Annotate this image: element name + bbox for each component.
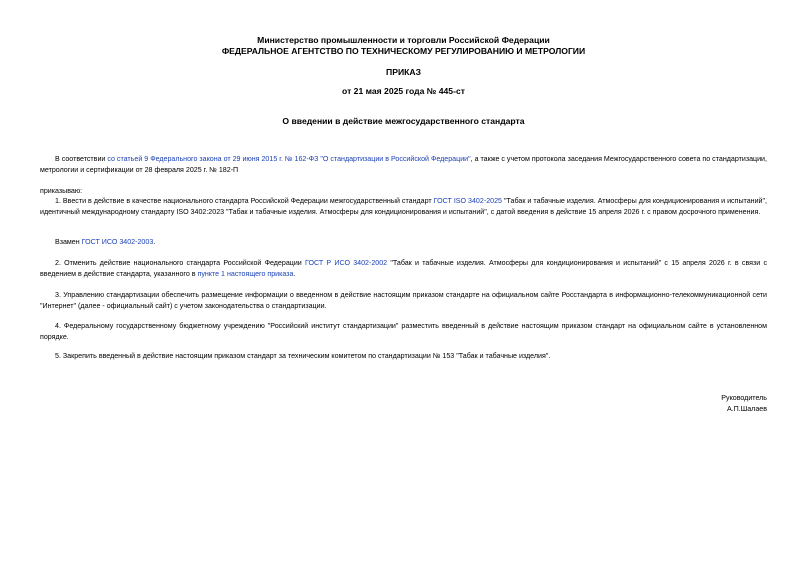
federal-law-link[interactable]: со статьей 9 Федерального закона от 29 июня 2015 г. № 162-ФЗ "О стандартизации в Российской Федерации" — [107, 155, 471, 163]
item-2-text-2: "Табак и табачные изделия. Атмосферы для кондиционирования и испытаний" с 15 апреля 2026 г. в связи с введением в действие стандарта, указанного в — [40, 259, 767, 278]
item-1-paragraph — [40, 196, 767, 218]
order-item-1-link[interactable]: пункте 1 настоящего приказа — [197, 270, 294, 278]
gost-iso-3402-2003-link[interactable]: ГОСТ ИСО 3402-2003 — [81, 238, 154, 246]
item-1-text-2: "Табак и табачные изделия. Атмосферы для кондиционирования и испытаний", идентичный международному стандарту ISO 3402:2023 "Табак и табачные изделия. Атмосферы для кондиционирования и испытаний", с датой введения в действие 15 апреля 2026 г. с правом досрочного применения. — [40, 197, 767, 216]
replace-text-2: . — [153, 238, 156, 246]
item-4-text: 4. Федеральному государственному бюджетному учреждению "Российский институт стандартизации" разместить введенный в действие настоящим приказом стандарт на официальном сайте в установленном порядке. — [40, 322, 767, 341]
replace-text-1: Взамен — [55, 238, 82, 246]
gost-iso-3402-2025-link[interactable]: ГОСТ ISO 3402-2025 — [433, 197, 502, 205]
item-3-text: 3. Управлению стандартизации обеспечить размещение информации о введенном в действие настоящим приказом стандарте на официальном сайте Росстандарта в информационно-телекоммуникационной сети "Интернет" (далее - официальный сайт) с учетом законодательства о стандартизации. — [40, 291, 767, 310]
document-subject: О введении в действие межгосударственного стандарта — [282, 116, 525, 126]
item-1-text-1: 1. Ввести в действие в качестве национального стандарта Российской Федерации межгосударственный стандарт — [55, 197, 434, 205]
agency-name: ФЕДЕРАЛЬНОЕ АГЕНТСТВО ПО ТЕХНИЧЕСКОМУ РЕГУЛИРОВАНИЮ И МЕТРОЛОГИИ — [221, 46, 586, 56]
item-5-paragraph — [40, 351, 767, 362]
signature-name: А.П.Шалаев — [726, 405, 767, 413]
preamble-text-1: В соответствии — [55, 155, 108, 163]
replace-paragraph — [40, 237, 767, 248]
item-5-text: 5. Закрепить введенный в действие настоящим приказом стандарт за техническим комитетом по стандартизации № 153 "Табак и табачные изделия". — [55, 352, 551, 360]
item-4-paragraph — [40, 321, 767, 343]
document-date-number: от 21 мая 2025 года № 445-ст — [342, 86, 465, 96]
signature-title: Руководитель — [721, 394, 767, 402]
item-2-paragraph — [40, 258, 767, 280]
preamble-paragraph — [40, 154, 767, 176]
order-word-text: приказываю: — [40, 187, 83, 195]
ministry-name: Министерство промышленности и торговли Российской Федерации — [257, 35, 550, 45]
document-type: ПРИКАЗ — [386, 67, 421, 77]
preamble-text-2: , а также с учетом протокола заседания Межгосударственного совета по стандартизации, метрологии и сертификации от 28 февраля 2025 г. № 182-П — [40, 155, 767, 174]
item-3-paragraph — [40, 290, 767, 312]
item-2-text-1: 2. Отменить действие национального стандарта Российской Федерации — [55, 259, 305, 267]
gost-r-iso-3402-2002-link[interactable]: ГОСТ Р ИСО 3402-2002 — [305, 259, 388, 267]
item-2-text-3: . — [293, 270, 296, 278]
